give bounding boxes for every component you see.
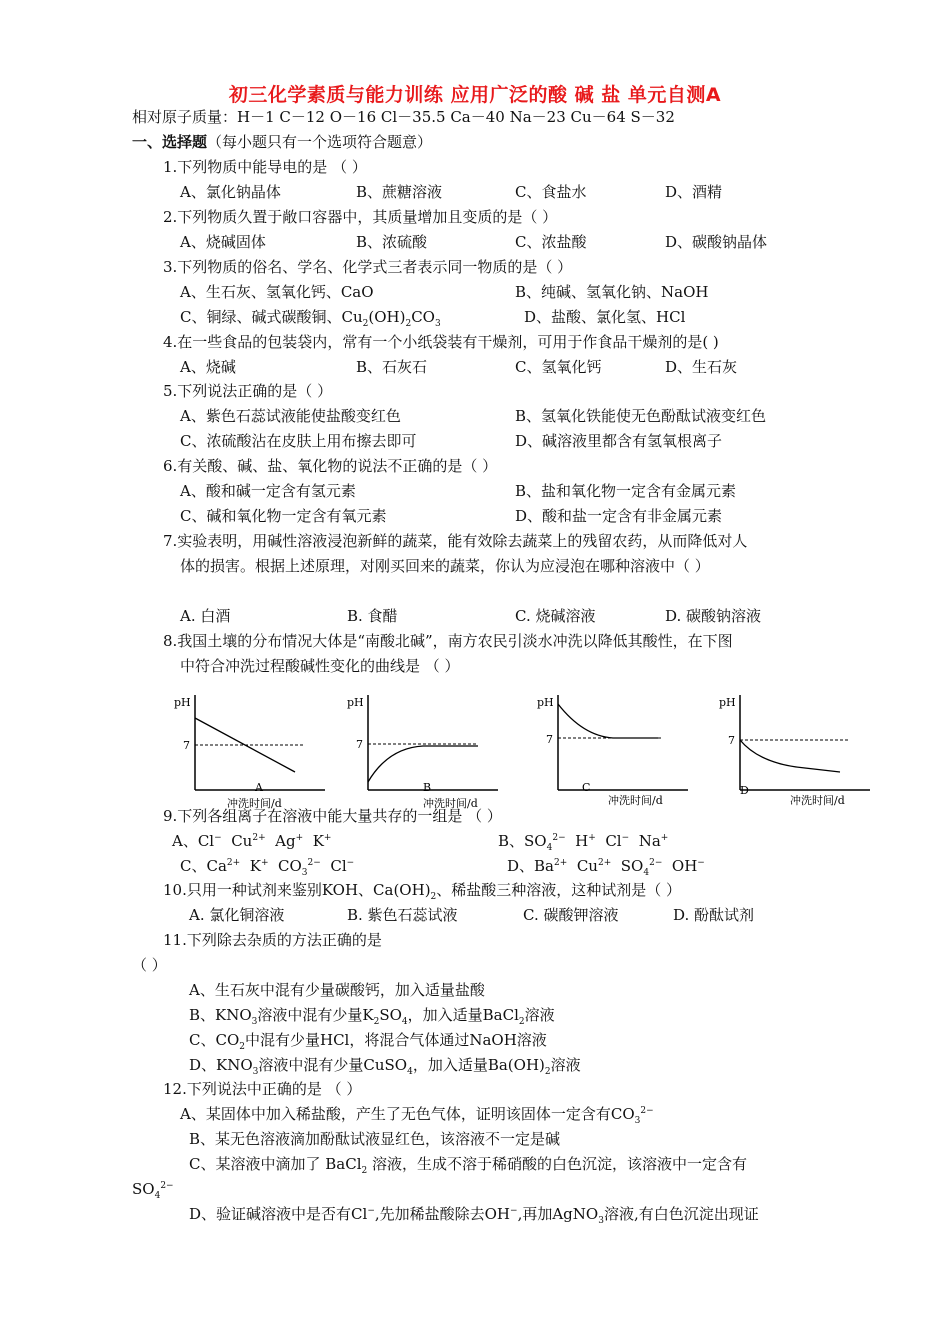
question-9-stem: 9.下列各组离子在溶液中能大量共存的一组是 （ ） <box>163 807 502 825</box>
section-note: （每小题只有一个选项符合题意） <box>207 133 433 151</box>
graph-c <box>533 690 693 819</box>
question-4-option-a: A、烧碱 <box>180 358 236 376</box>
question-1-option-b: B、蔗糖溶液 <box>356 183 443 201</box>
question-12-option-c-line-1: C、某溶液中滴加了 BaCl$_2$ 溶液，生成不溶于稀硝酸的白色沉淀，该溶液中一定含有 <box>189 1155 748 1176</box>
question-3-option-b: B、纯碱、氢氧化钠、NaOH <box>515 283 709 301</box>
question-10-option-d: D. 酚酞试剂 <box>673 906 755 924</box>
question-5-option-b: B、氢氧化铁能使无色酚酞试液变红色 <box>515 407 767 425</box>
question-3-option-a: A、生石灰、氢氧化钙、CaO <box>180 283 374 301</box>
graph-d-letter: D <box>740 784 749 797</box>
question-7-stem-line-2: 体的损害。根据上述原理，对刚买回来的蔬菜，你认为应浸泡在哪种溶液中（ ） <box>180 557 710 575</box>
question-3-option-c: C、铜绿、碱式碳酸铜、$Cu_2(OH)_2CO_3$ <box>180 308 441 329</box>
question-7-option-a: A. 白酒 <box>180 607 231 625</box>
question-2-option-b: B、浓硫酸 <box>356 233 428 251</box>
section-heading-label: 一、选择题 <box>132 133 208 151</box>
question-11-option-d: D、$KNO_3$溶液中混有少量CuSO$_4$，加入适量$Ba(OH)_2$溶液 <box>189 1056 581 1077</box>
question-2-option-c: C、浓盐酸 <box>515 233 587 251</box>
graph-b <box>343 690 503 819</box>
question-12-option-c-line-2: $SO_4^{2-}$ <box>132 1180 174 1201</box>
graph-a-seven: 7 <box>183 739 190 752</box>
graph-d-ylabel: pH <box>719 696 736 709</box>
question-3-option-d: D、盐酸、氯化氢、HCl <box>524 308 686 326</box>
question-11-option-c: C、$CO_2$中混有少量HCl，将混合气体通过NaOH溶液 <box>189 1031 547 1052</box>
question-11-paren: （ ） <box>132 956 167 974</box>
graph-c-seven: 7 <box>546 733 553 746</box>
question-9-option-c: C、$Ca^{2+}$ K+ $CO_3^{2-}$ Cl− <box>180 857 355 878</box>
question-7-option-c: C. 烧碱溶液 <box>515 607 596 625</box>
graph-a-ylabel: pH <box>174 696 191 709</box>
question-12-option-a: A、某固体中加入稀盐酸，产生了无色气体，证明该固体一定含有$CO_3^{2-}$ <box>180 1105 654 1126</box>
question-9-option-a: A、Cl− $Cu^{2+}$ Ag+ K+ <box>172 832 332 850</box>
question-10-option-c: C. 碳酸钾溶液 <box>523 906 619 924</box>
graph-d-xlabel: 冲洗时间/d <box>790 794 845 807</box>
question-5-stem: 5.下列说法正确的是（ ） <box>163 382 333 400</box>
question-6-option-d: D、酸和盐一定含有非金属元素 <box>515 507 723 525</box>
question-5-option-d: D、碱溶液里都含有氢氧根离子 <box>515 432 723 450</box>
section-heading <box>132 132 432 152</box>
question-2-option-a: A、烧碱固体 <box>180 233 266 251</box>
graph-c-ylabel: pH <box>537 696 554 709</box>
question-7-option-d: D. 碳酸钠溶液 <box>665 607 762 625</box>
graph-a <box>170 690 330 819</box>
question-10-option-b: B. 紫色石蕊试液 <box>347 906 458 924</box>
graph-a-xlabel: 冲洗时间/d <box>227 797 282 810</box>
graph-d-seven: 7 <box>728 734 735 747</box>
question-2-option-d: D、碳酸钠晶体 <box>665 233 768 251</box>
graph-d <box>715 690 875 819</box>
question-8-stem-line-2: 中符合冲洗过程酸碱性变化的曲线是 （ ） <box>180 657 460 675</box>
graph-b-xlabel: 冲洗时间/d <box>423 797 478 810</box>
graph-c-xlabel: 冲洗时间/d <box>608 794 663 807</box>
question-9-option-b: B、$SO_4^{2-}$ H+ Cl− Na+ <box>498 832 669 853</box>
question-6-option-c: C、碱和氧化物一定含有氧元素 <box>180 507 387 525</box>
question-12-option-d: D、验证碱溶液中是否有Cl−,先加稀盐酸除去OH−,再加AgNO$_3$溶液,有白色沉淀出现证 <box>189 1205 759 1226</box>
graph-b-letter: B <box>423 781 432 794</box>
question-3-stem: 3.下列物质的俗名、学名、化学式三者表示同一物质的是（ ） <box>163 258 573 276</box>
question-5-option-a: A、紫色石蕊试液能使盐酸变红色 <box>180 407 401 425</box>
question-11-stem: 11.下列除去杂质的方法正确的是 <box>163 931 382 949</box>
question-1-option-d: D、酒精 <box>665 183 723 201</box>
graph-b-ylabel: pH <box>347 696 364 709</box>
question-4-stem: 4.在一些食品的包装袋内，常有一个小纸袋装有干燥剂，可用于作食品干燥剂的是( ) <box>163 333 719 351</box>
graph-a-letter: A <box>255 781 263 794</box>
question-2-stem: 2.下列物质久置于敞口容器中，其质量增加且变质的是（ ） <box>163 208 558 226</box>
question-9-option-d: D、$Ba^{2+}$ $Cu^{2+}$ $SO_4^{2-}$ OH− <box>507 857 705 878</box>
graph-c-letter: C <box>582 781 591 794</box>
question-6-option-b: B、盐和氧化物一定含有金属元素 <box>515 482 737 500</box>
question-10-stem: 10.只用一种试剂来鉴别KOH、$Ca(OH)_2$、稀盐酸三种溶液，这种试剂是（ ） <box>163 881 682 902</box>
graph-b-seven: 7 <box>356 738 363 751</box>
page-title: 初三化学素质与能力训练 应用广泛的酸 碱 盐 单元自测A <box>228 84 722 106</box>
question-1-option-c: C、食盐水 <box>515 183 587 201</box>
atomic-masses: 相对原子质量：H－1 C－12 O－16 Cl－35.5 Ca－40 Na－23 Cu－64 S－32 <box>132 108 675 126</box>
question-11-option-b: B、$KNO_3$溶液中混有少量$K_2SO_4$，加入适量BaCl$_2$溶液 <box>189 1006 555 1027</box>
question-8-stem-line-1: 8.我国土壤的分布情况大体是“南酸北碱”，南方农民引淡水冲洗以降低其酸性，在下图 <box>163 632 733 650</box>
question-4-option-c: C、氢氧化钙 <box>515 358 602 376</box>
question-7-stem-line-1: 7.实验表明，用碱性溶液浸泡新鲜的蔬菜，能有效除去蔬菜上的残留农药，从而降低对人 <box>163 532 748 550</box>
question-5-option-c: C、浓硫酸沾在皮肤上用布擦去即可 <box>180 432 417 450</box>
question-10-option-a: A. 氯化铜溶液 <box>189 906 285 924</box>
question-7-option-b: B. 食醋 <box>347 607 398 625</box>
question-1-stem: 1.下列物质中能导电的是 （ ） <box>163 158 367 176</box>
question-11-option-a: A、生石灰中混有少量碳酸钙，加入适量盐酸 <box>189 981 485 999</box>
question-6-option-a: A、酸和碱一定含有氢元素 <box>180 482 356 500</box>
question-4-option-b: B、石灰石 <box>356 358 428 376</box>
question-6-stem: 6.有关酸、碱、盐、氧化物的说法不正确的是（ ） <box>163 457 498 475</box>
question-12-option-b: B、某无色溶液滴加酚酞试液显红色，该溶液不一定是碱 <box>189 1130 561 1148</box>
question-1-option-a: A、氯化钠晶体 <box>180 183 281 201</box>
question-12-stem: 12.下列说法中正确的是 （ ） <box>163 1080 362 1098</box>
question-4-option-d: D、生石灰 <box>665 358 738 376</box>
